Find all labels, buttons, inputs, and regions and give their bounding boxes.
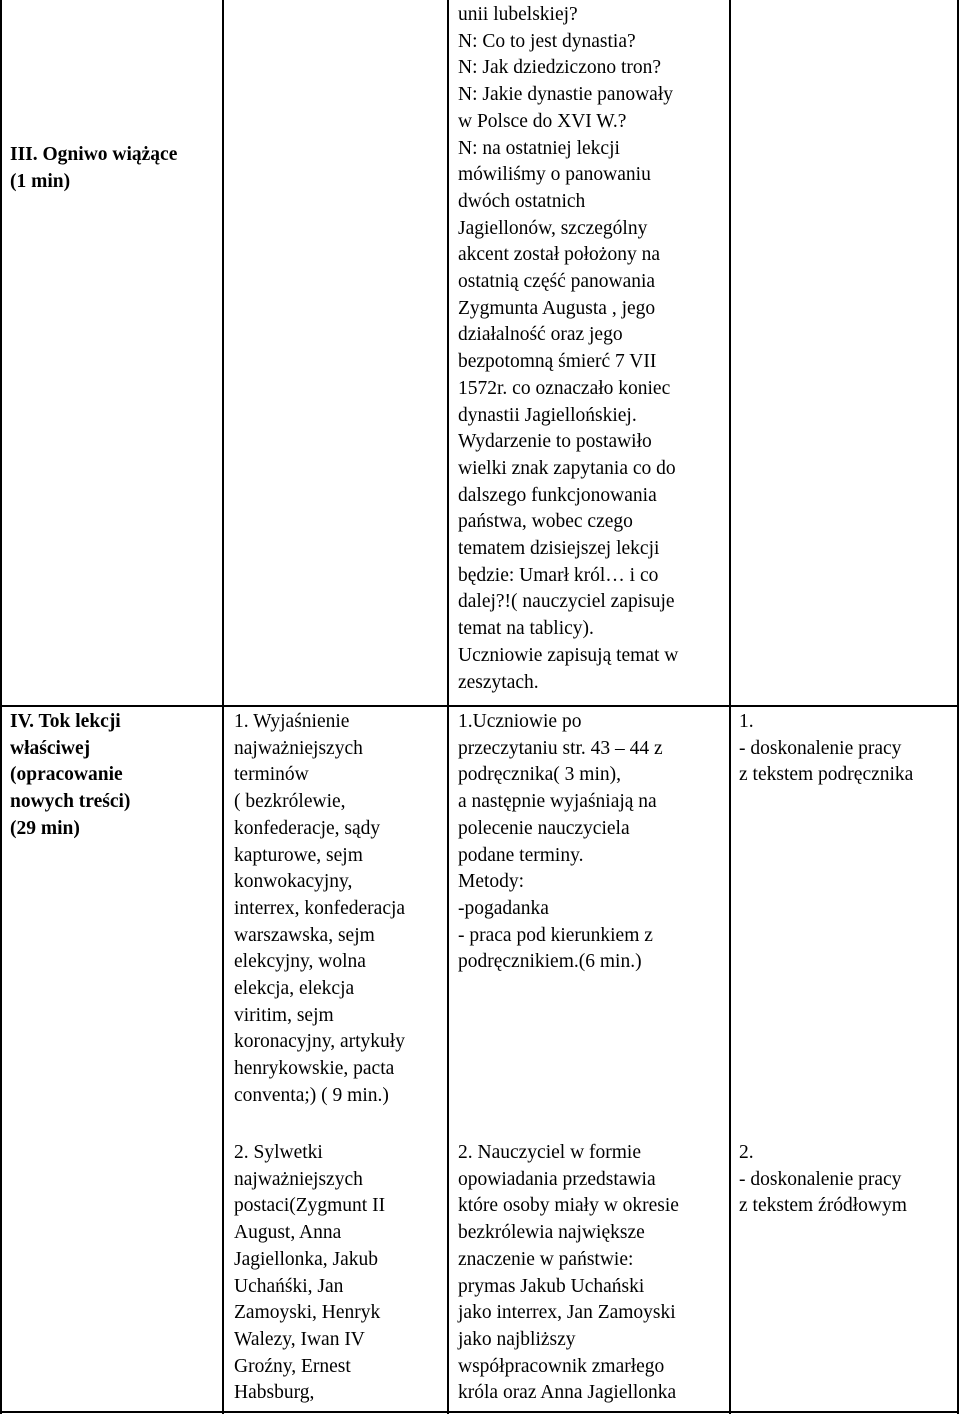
- activities-cell-iv-2: [458, 1140, 679, 1407]
- text-line: 2. Nauczyciel w formie: [458, 1142, 642, 1163]
- text-line: przeczytaniu str. 43 – 44 z: [458, 737, 663, 759]
- text-line: polecenie nauczyciela: [458, 817, 630, 839]
- text-line: konfederacje, sądy: [234, 817, 381, 839]
- text-line: koronacyjny, artykuły: [234, 1031, 405, 1053]
- column-divider-1: [222, 0, 224, 1414]
- text-line: jako interrex, Jan Zamoyski: [458, 1302, 676, 1324]
- text-line: Groźny, Ernest: [234, 1355, 351, 1377]
- text-line: -pogadanka: [458, 897, 549, 919]
- text-line: z tekstem podręcznika: [739, 764, 914, 786]
- stage-cell-iii: [10, 142, 177, 195]
- text-line: temat na tablicy).: [458, 618, 594, 640]
- text-line: Zamoyski, Henryk: [234, 1302, 381, 1324]
- text-line: podręcznika( 3 min),: [458, 764, 621, 786]
- text-line: akcent został położony na: [458, 244, 660, 266]
- text-line: N: Co to jest dynastia?: [458, 30, 636, 52]
- text-line: bezkrólewia największe: [458, 1222, 645, 1244]
- text-line: zeszytach.: [458, 671, 539, 693]
- text-line: opowiadania przedstawia: [458, 1168, 656, 1190]
- text-line: króla oraz Anna Jagiellonka: [458, 1382, 677, 1404]
- text-line: Walezy, Iwan IV: [234, 1328, 365, 1350]
- stage-line: (opracowanie: [10, 764, 123, 786]
- stage-line: nowych treści): [10, 791, 131, 813]
- text-line: warszawska, sejm: [234, 924, 375, 946]
- stage-line: III. Ogniwo wiążące: [10, 144, 178, 165]
- text-line: działalność oraz jego: [458, 324, 623, 346]
- text-line: dalej?!( nauczyciel zapisuje: [458, 591, 675, 613]
- text-line: - praca pod kierunkiem z: [458, 924, 653, 946]
- text-line: mówiliśmy o panowaniu: [458, 164, 651, 186]
- text-line: podane terminy.: [458, 844, 584, 866]
- text-line: Jagiellonów, szczególny: [458, 217, 648, 239]
- text-line: Uczniowie zapisują temat w: [458, 644, 679, 666]
- text-line: terminów: [234, 764, 309, 786]
- text-line: Habsburg,: [234, 1382, 315, 1404]
- text-line: najważniejszych: [234, 737, 363, 759]
- text-line: elekcja, elekcja: [234, 978, 355, 1000]
- text-line: 1.: [739, 711, 754, 732]
- text-line: August, Anna: [234, 1222, 342, 1244]
- text-line: 1. Wyjaśnienie: [234, 711, 350, 732]
- text-line: kapturowe, sejm: [234, 844, 363, 866]
- text-line: wielki znak zapytania co do: [458, 457, 676, 479]
- text-line: unii lubelskiej?: [458, 4, 578, 25]
- text-line: Jagiellonka, Jakub: [234, 1248, 379, 1270]
- text-line: 1572r. co oznaczało koniec: [458, 377, 671, 399]
- text-line: znaczenie w państwie:: [458, 1248, 634, 1270]
- content-cell-iv-2: [234, 1140, 385, 1407]
- text-line: elekcyjny, wolna: [234, 951, 366, 973]
- text-line: Wydarzenie to postawiło: [458, 431, 652, 453]
- skills-cell-iv-2: [739, 1140, 907, 1220]
- skills-cell-iv-1: [739, 709, 913, 789]
- text-line: w Polsce do XVI W.?: [458, 110, 627, 132]
- column-divider-2: [447, 0, 449, 1414]
- activities-cell-iv-1: [458, 709, 663, 976]
- activities-cell-iii: [458, 2, 678, 696]
- stage-line: (29 min): [10, 817, 80, 839]
- stage-line: (1 min): [10, 170, 71, 192]
- text-line: viritim, sejm: [234, 1004, 334, 1026]
- content-cell-iv-1: [234, 709, 405, 1110]
- text-line: tematem dzisiejszej lekcji: [458, 538, 660, 560]
- stage-line: właściwej: [10, 737, 91, 759]
- text-line: podręcznikiem.(6 min.): [458, 951, 642, 973]
- text-line: N: Jak dziedziczono tron?: [458, 57, 662, 79]
- text-line: N: na ostatniej lekcji: [458, 137, 620, 159]
- text-line: a następnie wyjaśniają na: [458, 791, 657, 813]
- text-line: państwa, wobec czego: [458, 511, 633, 533]
- text-line: conventa;) ( 9 min.): [234, 1084, 389, 1106]
- stage-line: IV. Tok lekcji: [10, 711, 121, 732]
- text-line: konwokacyjny,: [234, 871, 353, 893]
- table-border-bottom: [0, 1411, 959, 1413]
- text-line: N: Jakie dynastie panowały: [458, 84, 673, 106]
- text-line: interrex, konfederacja: [234, 897, 406, 919]
- text-line: 2. Sylwetki: [234, 1142, 323, 1163]
- text-line: ostatnią część panowania: [458, 271, 656, 293]
- text-line: bezpotomną śmierć 7 VII: [458, 351, 657, 373]
- text-line: jako najbliższy: [458, 1328, 576, 1350]
- text-line: które osoby miały w okresie: [458, 1195, 679, 1217]
- column-divider-3: [729, 0, 731, 1414]
- text-line: 2.: [739, 1142, 754, 1163]
- text-line: najważniejszych: [234, 1168, 363, 1190]
- table-border-right: [957, 0, 959, 1414]
- stage-cell-iv: [10, 709, 130, 843]
- text-line: z tekstem źródłowym: [739, 1195, 907, 1217]
- text-line: dynastii Jagiellońskiej.: [458, 404, 637, 426]
- text-line: będzie: Umarł król… i co: [458, 564, 659, 586]
- text-line: dalszego funkcjonowania: [458, 484, 657, 506]
- text-line: współpracownik zmarłego: [458, 1355, 665, 1377]
- row-divider: [0, 705, 959, 707]
- text-line: ( bezkrólewie,: [234, 791, 346, 813]
- text-line: prymas Jakub Uchański: [458, 1275, 645, 1297]
- text-line: postaci(Zygmunt II: [234, 1195, 386, 1217]
- text-line: - doskonalenie pracy: [739, 737, 902, 759]
- text-line: Uchańśki, Jan: [234, 1275, 344, 1297]
- text-line: - doskonalenie pracy: [739, 1168, 902, 1190]
- text-line: Metody:: [458, 871, 525, 893]
- text-line: Zygmunta Augusta , jego: [458, 297, 656, 319]
- text-line: henrykowskie, pacta: [234, 1058, 395, 1080]
- table-border-left: [0, 0, 2, 1414]
- text-line: 1.Uczniowie po: [458, 711, 582, 732]
- text-line: dwóch ostatnich: [458, 190, 586, 212]
